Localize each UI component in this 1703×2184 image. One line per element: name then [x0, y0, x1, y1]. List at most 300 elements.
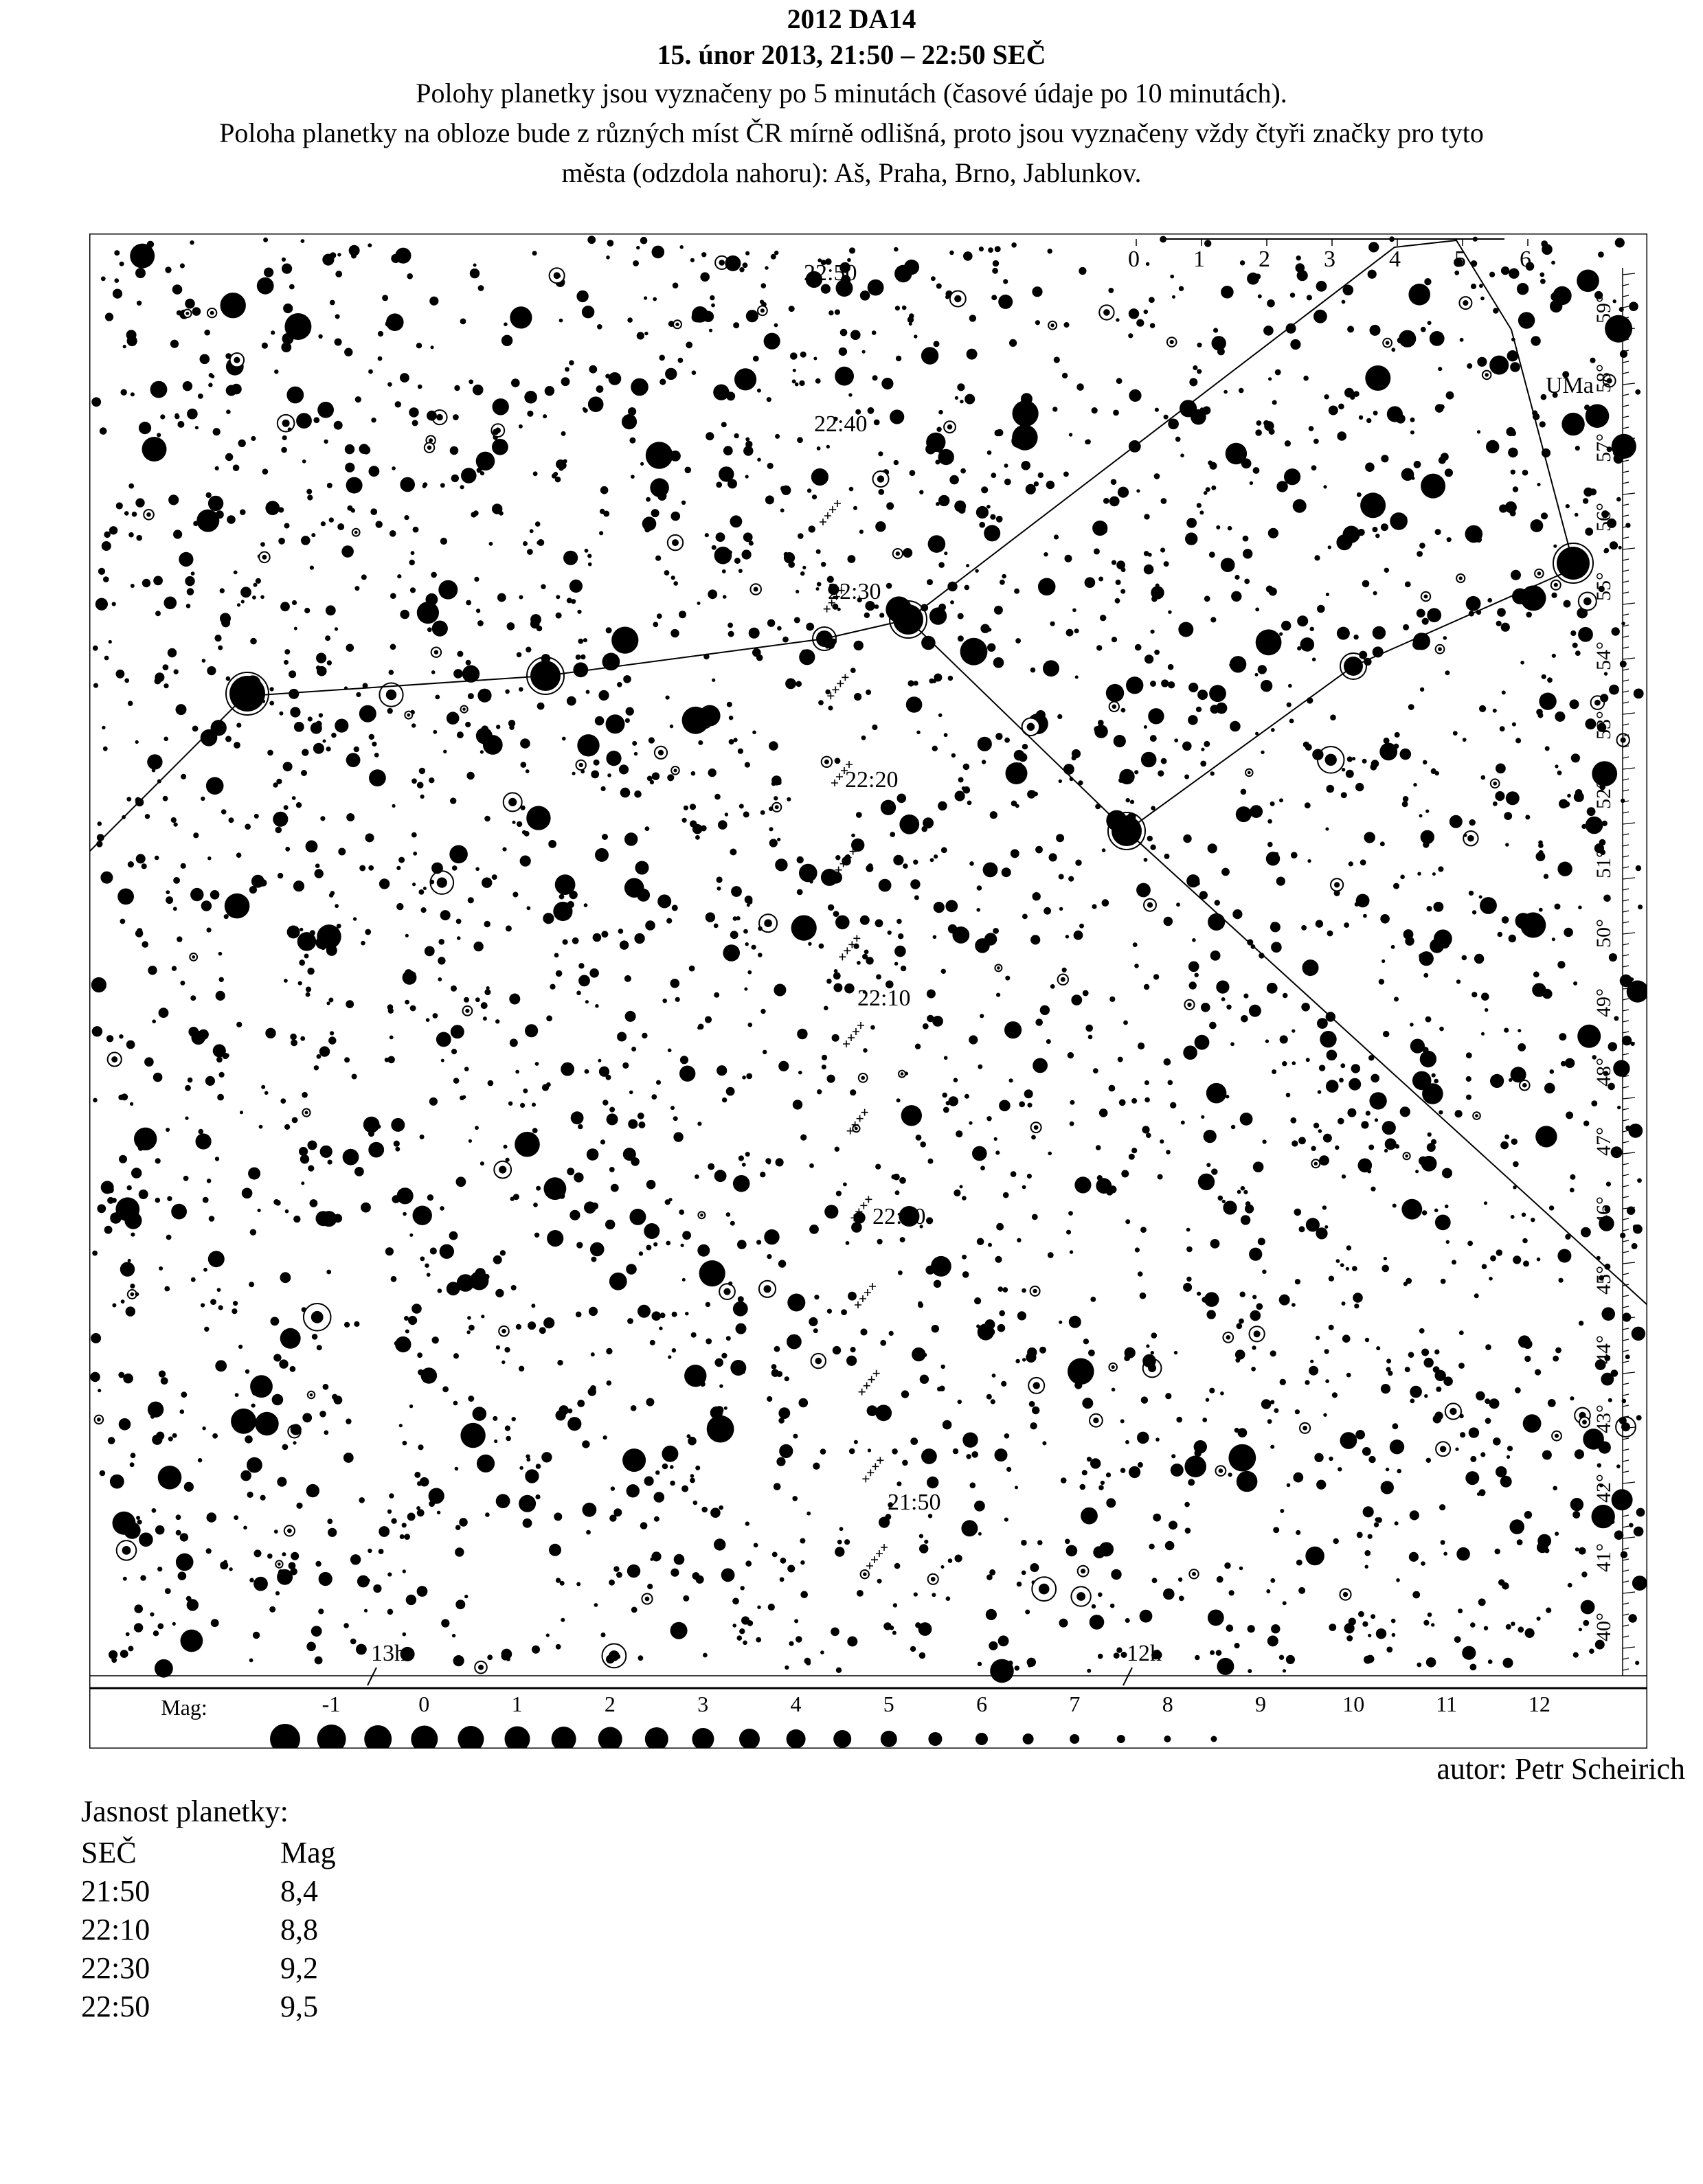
star: [418, 385, 422, 389]
star: [172, 1433, 177, 1438]
star: [389, 670, 394, 675]
star: [455, 1547, 464, 1556]
star: [879, 1517, 890, 1528]
star: [1195, 1655, 1199, 1660]
star: [382, 295, 388, 301]
star: [872, 375, 878, 380]
star: [161, 1377, 168, 1385]
star: [510, 306, 532, 328]
legend-tick-label: 5: [883, 1692, 894, 1716]
star: [417, 1509, 425, 1516]
star-core: [192, 955, 195, 959]
star: [407, 1513, 416, 1521]
star: [1432, 872, 1436, 876]
star: [251, 875, 264, 888]
star: [1471, 284, 1476, 289]
star: [752, 648, 761, 657]
star: [1518, 1626, 1524, 1633]
star: [1046, 1039, 1051, 1044]
star: [597, 324, 602, 330]
star: [798, 1071, 802, 1075]
star-core: [754, 587, 758, 592]
star: [1433, 1366, 1440, 1373]
star: [901, 1390, 909, 1398]
star: [1513, 1161, 1519, 1168]
star: [707, 1415, 734, 1443]
star: [525, 1024, 538, 1037]
star: [1131, 1098, 1137, 1104]
star: [1570, 1396, 1574, 1400]
star: [598, 690, 609, 701]
star: [523, 1518, 532, 1528]
star: [346, 753, 361, 767]
star: [817, 582, 822, 587]
star: [1134, 964, 1139, 968]
star: [1289, 718, 1294, 723]
star: [1000, 580, 1005, 585]
star: [609, 1273, 627, 1290]
star: [311, 1626, 322, 1637]
star: [652, 1311, 662, 1321]
star: [116, 502, 123, 509]
star: [1472, 910, 1476, 914]
star: [1129, 1466, 1140, 1478]
star: [153, 1630, 159, 1636]
star: [1511, 570, 1521, 580]
star: [1096, 645, 1102, 650]
star: [998, 1286, 1004, 1292]
star: [101, 1181, 114, 1194]
star: [945, 900, 958, 912]
star: [1068, 1358, 1094, 1385]
star: [635, 861, 649, 875]
star: [1197, 690, 1208, 700]
star: [1150, 845, 1155, 850]
star: [1397, 1469, 1401, 1474]
star: [180, 263, 185, 268]
star: [456, 1176, 466, 1187]
star: [1085, 577, 1096, 588]
star: [289, 670, 296, 678]
star: [1531, 519, 1544, 532]
star: [809, 1317, 817, 1326]
star: [344, 348, 352, 356]
star: [584, 903, 588, 907]
star: [1292, 1140, 1298, 1146]
star: [1625, 1354, 1630, 1359]
star: [352, 1074, 357, 1080]
star: [290, 1034, 297, 1040]
star: [195, 1632, 200, 1637]
star: [316, 653, 326, 663]
star: [940, 454, 945, 459]
star: [1327, 785, 1335, 793]
star: [948, 1558, 953, 1563]
star: [1299, 1226, 1305, 1232]
star: [1518, 1335, 1531, 1347]
star: [451, 986, 457, 992]
star: [321, 521, 326, 526]
star: [1346, 1635, 1353, 1641]
star: [1409, 1552, 1419, 1562]
star: [562, 737, 566, 741]
star-core: [1475, 1114, 1478, 1117]
star-core: [282, 420, 290, 427]
star-core: [278, 1562, 281, 1566]
star: [1239, 1319, 1244, 1324]
star: [1015, 638, 1021, 644]
star-core: [478, 1665, 484, 1670]
star: [1568, 1583, 1572, 1588]
star: [682, 818, 687, 823]
star: [609, 1107, 615, 1113]
star: [992, 268, 998, 274]
star: [601, 786, 606, 791]
star: [640, 237, 648, 244]
star: [1495, 791, 1504, 801]
star: [206, 492, 212, 498]
star: [1090, 1615, 1105, 1630]
star: [257, 277, 274, 295]
brightness-table: [81, 1834, 336, 2026]
star: [946, 1101, 950, 1105]
star: [504, 1347, 510, 1352]
bright-star: [530, 661, 561, 691]
star: [519, 424, 523, 429]
star: [1638, 905, 1643, 909]
star: [1261, 751, 1264, 754]
star: [1362, 1447, 1371, 1456]
star: [891, 1174, 896, 1179]
star: [532, 1646, 540, 1654]
star: [726, 1336, 731, 1341]
star: [310, 1199, 318, 1207]
legend-dot: [787, 1729, 806, 1749]
star: [493, 1255, 502, 1264]
star: [1549, 1205, 1554, 1210]
star: [1557, 1249, 1571, 1263]
star-core: [185, 312, 189, 315]
star: [1634, 689, 1644, 699]
star: [324, 1431, 328, 1435]
star: [1161, 498, 1167, 504]
star: [1197, 1292, 1201, 1296]
star: [427, 627, 432, 632]
star: [1583, 498, 1588, 503]
star: [1579, 1628, 1582, 1631]
star: [327, 483, 332, 488]
star: [944, 551, 947, 555]
star: [264, 1091, 269, 1095]
star: [453, 669, 463, 679]
legend-tick-label: 2: [604, 1692, 616, 1716]
star: [894, 460, 899, 466]
star: [233, 1301, 238, 1306]
star: [1373, 509, 1377, 512]
star: [653, 446, 657, 449]
star: [1349, 861, 1353, 866]
star: [1376, 1628, 1386, 1639]
star: [1258, 1238, 1265, 1245]
star: [365, 929, 371, 935]
star: [1552, 654, 1556, 658]
star: [225, 1054, 229, 1058]
star: [1022, 1288, 1026, 1293]
star: [280, 1328, 301, 1349]
star: [1460, 1432, 1465, 1437]
star: [1209, 551, 1215, 558]
star: [301, 1181, 304, 1185]
star: [1197, 369, 1202, 374]
star: [1628, 1124, 1643, 1138]
star: [587, 554, 591, 558]
star: [1509, 1078, 1512, 1082]
star: [670, 451, 681, 462]
legend-label: Mag:: [161, 1695, 207, 1720]
star: [650, 1558, 653, 1561]
star: [578, 975, 590, 987]
star: [1092, 1604, 1096, 1608]
star: [763, 1050, 767, 1054]
star: [932, 1593, 936, 1597]
star: [1371, 1614, 1375, 1619]
star: [1202, 407, 1210, 415]
star: [1577, 270, 1599, 293]
star: [986, 1394, 992, 1400]
star: [440, 483, 445, 488]
star: [520, 856, 531, 867]
star: [623, 675, 631, 683]
star: [941, 1565, 945, 1569]
star: [275, 1200, 280, 1205]
star: [1509, 935, 1516, 942]
star: [1458, 1554, 1463, 1558]
star: [203, 1268, 207, 1272]
star: [302, 749, 308, 755]
star: [333, 1214, 342, 1223]
star: [1296, 263, 1305, 273]
star: [1340, 1063, 1345, 1068]
star: [392, 804, 396, 808]
star: [1598, 251, 1604, 258]
star: [977, 1238, 984, 1246]
star: [1235, 1350, 1245, 1360]
star: [778, 1260, 786, 1267]
star: [1070, 1250, 1073, 1253]
star: [833, 983, 842, 992]
star: [1065, 555, 1072, 562]
star: [800, 1591, 808, 1599]
star: [115, 278, 120, 283]
star: [1419, 953, 1424, 959]
star: [1201, 1115, 1204, 1119]
star: [507, 622, 515, 630]
star: [745, 1152, 750, 1157]
star: [714, 1538, 725, 1550]
page-title: 2012 DA14: [787, 3, 916, 34]
star: [179, 552, 193, 567]
star: [1022, 1358, 1026, 1361]
star: [1417, 1663, 1421, 1668]
star: [1384, 1149, 1388, 1152]
star: [670, 979, 680, 988]
star: [1428, 1133, 1432, 1137]
star: [1130, 800, 1134, 804]
star: [910, 470, 916, 476]
star: [822, 1055, 827, 1060]
star: [1362, 759, 1367, 764]
star: [662, 1464, 668, 1470]
star: [892, 1631, 896, 1635]
star: [105, 312, 113, 321]
star: [293, 1441, 296, 1444]
star: [1511, 470, 1515, 475]
star: [1504, 812, 1512, 820]
star: [1229, 663, 1234, 668]
star: [664, 570, 670, 576]
track-time-label: 22:20: [845, 767, 899, 793]
star: [1381, 1481, 1394, 1494]
star: [296, 802, 302, 808]
star: [1056, 834, 1064, 842]
star: [769, 741, 778, 751]
star: [726, 1087, 735, 1096]
star: [376, 521, 383, 527]
star: [926, 1217, 933, 1224]
star: [1273, 1527, 1279, 1533]
star: [789, 1641, 793, 1646]
star: [1206, 1398, 1210, 1402]
star: [1059, 780, 1062, 783]
star: [1438, 367, 1442, 371]
star: [1392, 1633, 1396, 1637]
star: [1346, 1267, 1349, 1271]
star: [267, 1554, 273, 1559]
star: [1507, 350, 1518, 361]
star: [1498, 1579, 1504, 1585]
star: [1147, 836, 1153, 841]
star: [1102, 848, 1106, 852]
star: [1482, 1264, 1487, 1269]
star: [850, 1347, 856, 1352]
star: [1113, 410, 1119, 416]
star: [790, 352, 798, 360]
star: [1419, 814, 1423, 817]
star: [1144, 858, 1148, 862]
star: [528, 1321, 536, 1330]
star: [1424, 1394, 1428, 1398]
star: [1496, 621, 1502, 626]
star: [835, 309, 840, 315]
bright-star: [1344, 657, 1363, 676]
star: [900, 1237, 905, 1242]
star: [679, 611, 686, 618]
star: [400, 373, 409, 383]
star: [296, 413, 312, 429]
star: [874, 420, 880, 426]
star: [1477, 357, 1487, 367]
star: [638, 1655, 644, 1661]
star: [680, 1056, 688, 1064]
star: [1295, 1279, 1300, 1284]
star: [690, 804, 696, 810]
star: [1022, 914, 1028, 920]
star: [875, 1404, 892, 1421]
star: [1498, 932, 1503, 937]
star: [717, 887, 721, 891]
star: [1158, 1174, 1163, 1180]
star: [112, 1304, 116, 1308]
star: [390, 1036, 394, 1040]
star: [1274, 1408, 1278, 1413]
star: [1557, 862, 1572, 876]
star: [135, 1293, 139, 1297]
star: [253, 583, 258, 587]
star: [1353, 391, 1360, 397]
star: [656, 1080, 661, 1085]
star: [1379, 979, 1384, 984]
star: [1258, 665, 1267, 674]
star: [808, 942, 811, 946]
star-core: [508, 798, 517, 806]
star: [1100, 527, 1107, 534]
star: [818, 700, 824, 705]
star: [1531, 1218, 1535, 1222]
star: [706, 432, 714, 440]
star: [708, 769, 717, 777]
star: [1400, 1106, 1410, 1117]
star: [642, 1033, 647, 1038]
star: [978, 1662, 982, 1666]
star: [578, 1124, 583, 1130]
dec-label: 55°: [1592, 572, 1615, 601]
star: [1506, 1624, 1511, 1630]
star: [504, 339, 510, 345]
star: [284, 523, 290, 529]
star: [142, 437, 167, 462]
star: [1332, 1392, 1338, 1398]
star: [1386, 1367, 1391, 1372]
star: [346, 813, 354, 821]
star-core: [234, 357, 240, 363]
star: [1204, 741, 1210, 747]
star: [326, 605, 336, 615]
star: [387, 382, 392, 387]
star: [1446, 1240, 1450, 1244]
star: [921, 636, 936, 650]
legend-tick-label: 9: [1255, 1692, 1266, 1716]
star: [1537, 483, 1540, 486]
star: [174, 823, 178, 827]
star: [716, 481, 722, 488]
star: [1481, 1032, 1485, 1036]
star: [1400, 875, 1405, 880]
star: [1152, 1578, 1158, 1583]
star: [963, 251, 973, 261]
star-core: [1325, 754, 1337, 766]
star: [1405, 581, 1411, 587]
star: [553, 902, 572, 921]
star: [778, 1418, 785, 1424]
star: [557, 274, 561, 277]
star: [636, 246, 640, 249]
star: [1369, 1092, 1386, 1109]
star: [1059, 1321, 1062, 1324]
star: [306, 1484, 319, 1497]
star: [809, 525, 815, 532]
star: [1401, 516, 1408, 522]
star: [405, 934, 409, 937]
